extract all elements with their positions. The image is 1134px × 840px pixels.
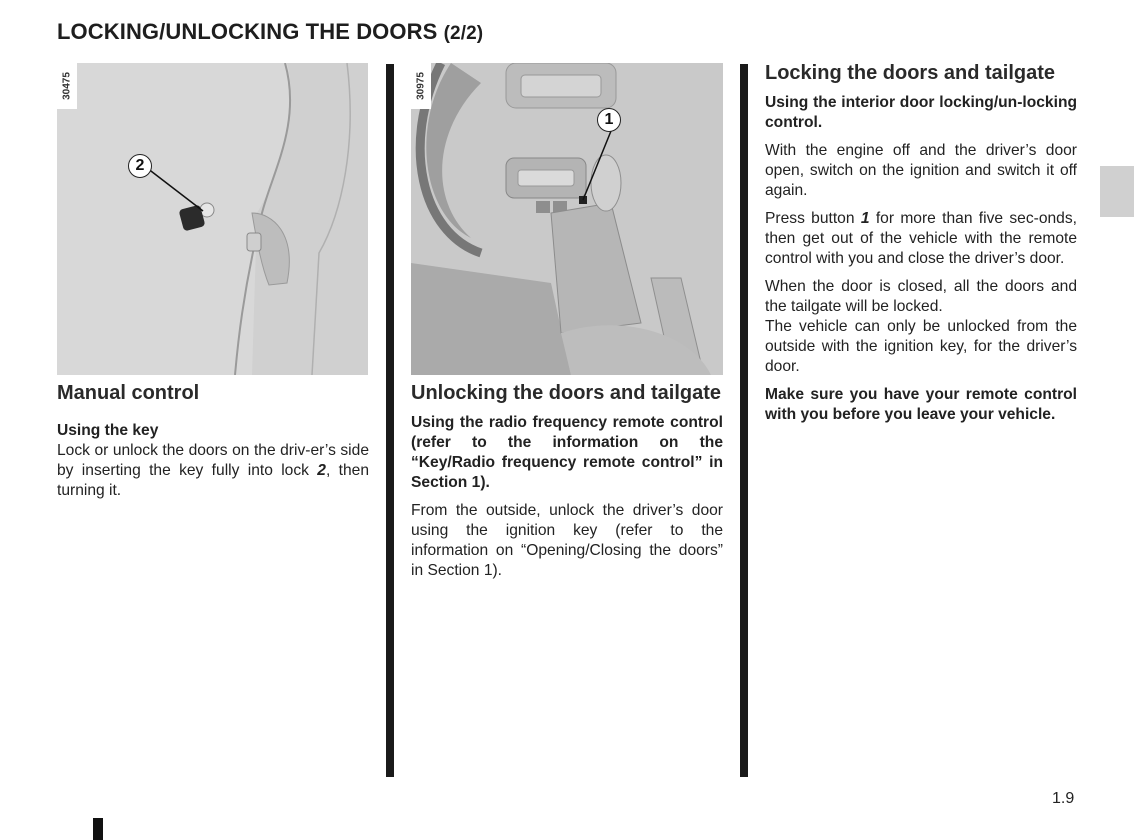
page-title-part: (2/2) [443,23,484,44]
paragraph-unlock-only: The vehicle can only be unlocked from the outside with the ignition key, for the driver’s door. [765,318,1077,375]
door-lock-figure [57,63,368,375]
column-manual-control [57,381,369,501]
corner-mark [93,818,103,840]
page-title-text: LOCKING/UNLOCKING THE DOORS [57,19,438,44]
lock-reference: 2 [317,462,326,479]
column-locking [765,61,1077,425]
paragraph-engine-off: With the engine off and the driver’s door open, switch on the ignition and switch it off again. [765,142,1077,199]
column-unlocking [411,381,723,581]
figure-code-console: 30975 [411,63,431,109]
paragraph-doors-locked: When the door is closed, all the doors and the tailgate will be locked. [765,278,1077,315]
dashboard-lock-button-illustration [411,63,723,375]
paragraph-press-button: Press button 1 for more than five sec-onds, then get out of the vehicle with the remote control with you and close the driver’s door. [765,210,1077,267]
paragraph-unlock-outside: From the outside, unlock the driver’s door using the ignition key (refer to the information on “Opening/Closing the doors” in Section 1). [411,502,723,579]
column-separator-right [740,64,748,777]
subheading-interior-control: Using the interior door locking/un-locking control. [765,94,1077,131]
subheading-using-key: Using the key [57,422,159,439]
figure-code-door: 30475 [57,63,77,109]
console-lock-button-figure [411,63,723,375]
section-tab-marker [1100,166,1134,217]
page-title [57,19,483,45]
section-heading-locking: Locking the doors and tailgate [765,62,1056,84]
warning-remote-control: Make sure you have your remote control with you before you leave your vehicle. [765,386,1077,423]
callout-2: 2 [128,154,152,178]
page-number: 1.9 [1052,790,1075,807]
column-separator-left [386,64,394,777]
paragraph-remote-control: Using the radio frequency remote control (refer to the information on the “Key/Radio frequency remote control” in Section 1). [411,414,723,491]
section-heading-manual-control: Manual control [57,382,200,404]
door-key-lock-illustration [57,63,368,375]
paragraph-using-key: Lock or unlock the doors on the driv-er’s side by inserting the key fully into lock 2, then turning it. [57,442,369,499]
section-heading-unlocking: Unlocking the doors and tailgate [411,382,722,404]
button-reference: 1 [860,210,870,227]
callout-1: 1 [597,108,621,132]
